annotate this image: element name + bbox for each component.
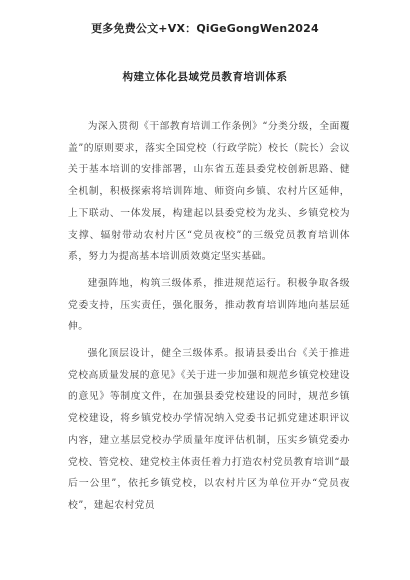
document-title: 构建立体化县域党员教育培训体系	[122, 71, 288, 83]
promo-banner: 更多免费公文+VX：QiGeGongWen2024	[91, 22, 319, 35]
document-body	[68, 116, 350, 522]
paragraph-top-design: 强化顶层设计，健全三级体系。报请县委出台《关于推进党校高质量发展的意见》《关于进一步加强和规范乡镇党校建设的意见》等制度文件，在加强县委党校建设的同时，规范乡镇党校建设，将乡镇党校办学情况纳入党委书记抓党建述职评议内容，建立基层党校办学质量年度评估机制，压实乡镇党委办党校、管党校、建党校主体责任着力打造农村党员教育培训“最后一公里”，依托乡镇党校，以农村片区为单位开办“党员夜校”，建起农村党员	[68, 348, 350, 511]
paragraph-positions: 建强阵地，构筑三级体系，推进规范运行。积极争取各级党委支持，压实责任，强化服务，推动教育培训阵地向基层延伸。	[68, 277, 350, 333]
paragraph-intro: 为深入贯彻《干部教育培训工作条例》“分类分级，全面覆盖”的原则要求，落实全国党校（行政学院）校长（院长）会议关于基本培训的安排部署，山东省五莲县委党校创新思路、健全机制，积极探索将培训阵地、师资向乡镇、农村片区延伸，上下联动、一体发展，构建起以县委党校为龙头、乡镇党校为支撑、辐射带动农村片区“党员夜校”的三级党员教育培训体系，努力为提高基本培训质效奠定坚实基础。	[68, 121, 350, 263]
